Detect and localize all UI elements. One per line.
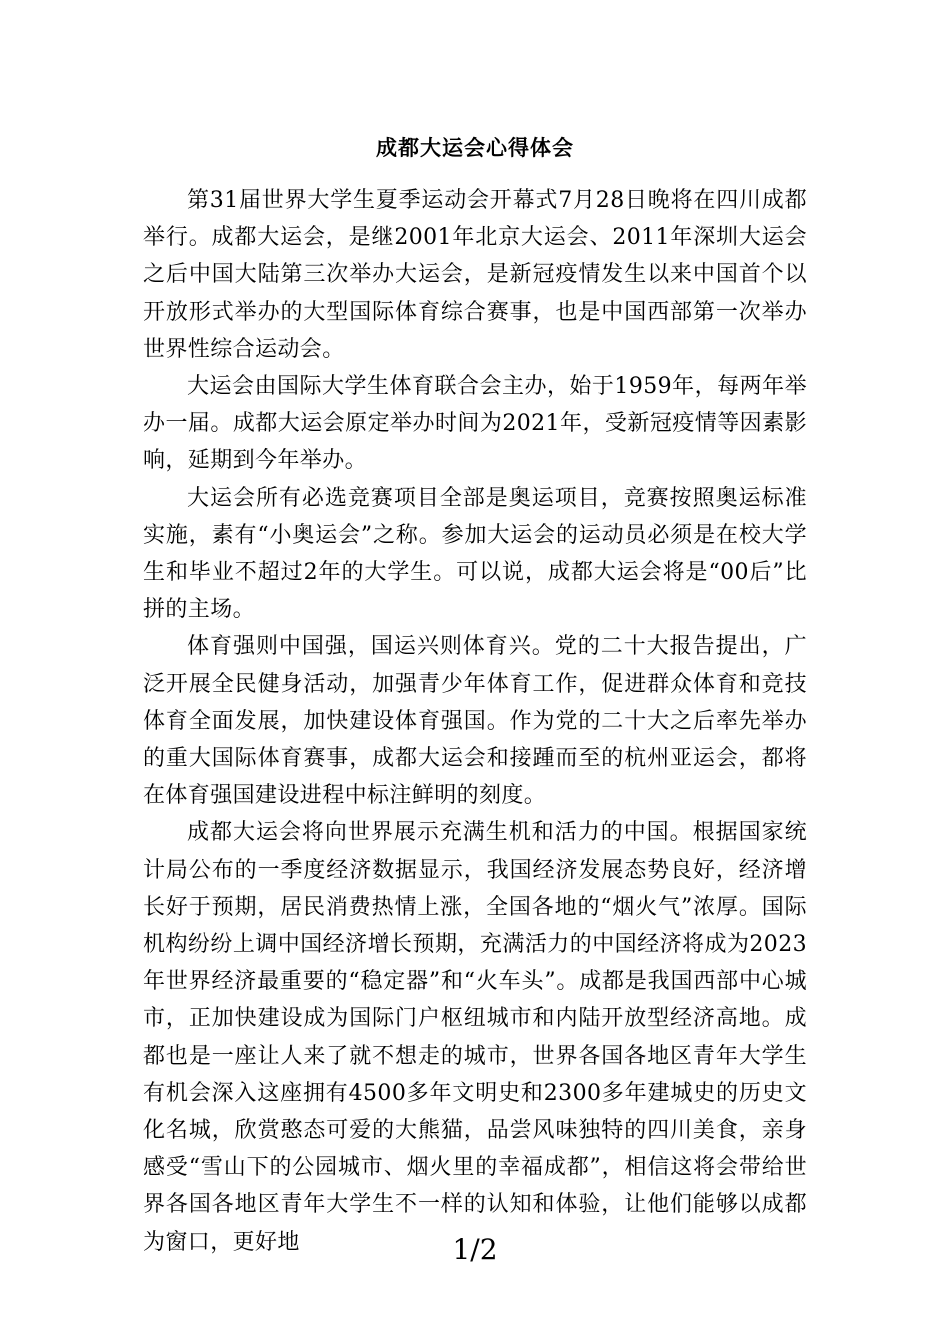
document-body (143, 182, 807, 1261)
paragraph-2: 大运会由国际大学生体育联合会主办，始于1959年，每两年举办一届。成都大运会原定举办时间为2021年，受新冠疫情等因素影响，延期到今年举办。 (143, 374, 807, 474)
paragraph-3: 大运会所有必选竞赛项目全部是奥运项目，竞赛按照奥运标准实施，素有“小奥运会”之称。参加大运会的运动员必须是在校大学生和毕业不超过2年的大学生。可以说，成都大运会将是“00后”比拼的主场。 (143, 485, 807, 623)
paragraph-1: 第31届世界大学生夏季运动会开幕式7月28日晚将在四川成都举行。成都大运会，是继2001年北京大运会、2011年深圳大运会之后中国大陆第三次举办大运会，是新冠疫情发生以来中国首个以开放形式举办的大型国际体育综合赛事，也是中国西部第一次举办世界性综合运动会。 (143, 188, 807, 362)
document-title: 成都大运会心得体会 (376, 135, 574, 160)
page-number: 1/2 (452, 1233, 498, 1266)
paragraph-4: 体育强则中国强，国运兴则体育兴。党的二十大报告提出，广泛开展全民健身活动，加强青少年体育工作，促进群众体育和竞技体育全面发展，加快建设体育强国。作为党的二十大之后率先举办的重大国际体育赛事，成都大运会和接踵而至的杭州亚运会，都将在体育强国建设进程中标注鲜明的刻度。 (143, 634, 807, 809)
paragraph-5: 成都大运会将向世界展示充满生机和活力的中国。根据国家统计局公布的一季度经济数据显示，我国经济发展态势良好，经济增长好于预期，居民消费热情上涨，全国各地的“烟火气”浓厚。国际机构纷纷上调中国经济增长预期，充满活力的中国经济将成为2023年世界经济最重要的“稳定器”和“火车头”。成都是我国西部中心城市，正加快建设成为国际门户枢纽城市和内陆开放型经济高地。成都也是一座让人来了就不想走的城市，世界各国各地区青年大学生有机会深入这座拥有4500多年文明史和2300多年建城史的历史文化名城，欣赏憨态可爱的大熊猫，品尝风味独特的四川美食，亲身感受“雪山下的公园城市、烟火里的幸福成都”，相信这将会带给世界各国各地区青年大学生不一样的认知和体验，让他们能够以成都为窗口，更好地 (143, 820, 807, 1255)
